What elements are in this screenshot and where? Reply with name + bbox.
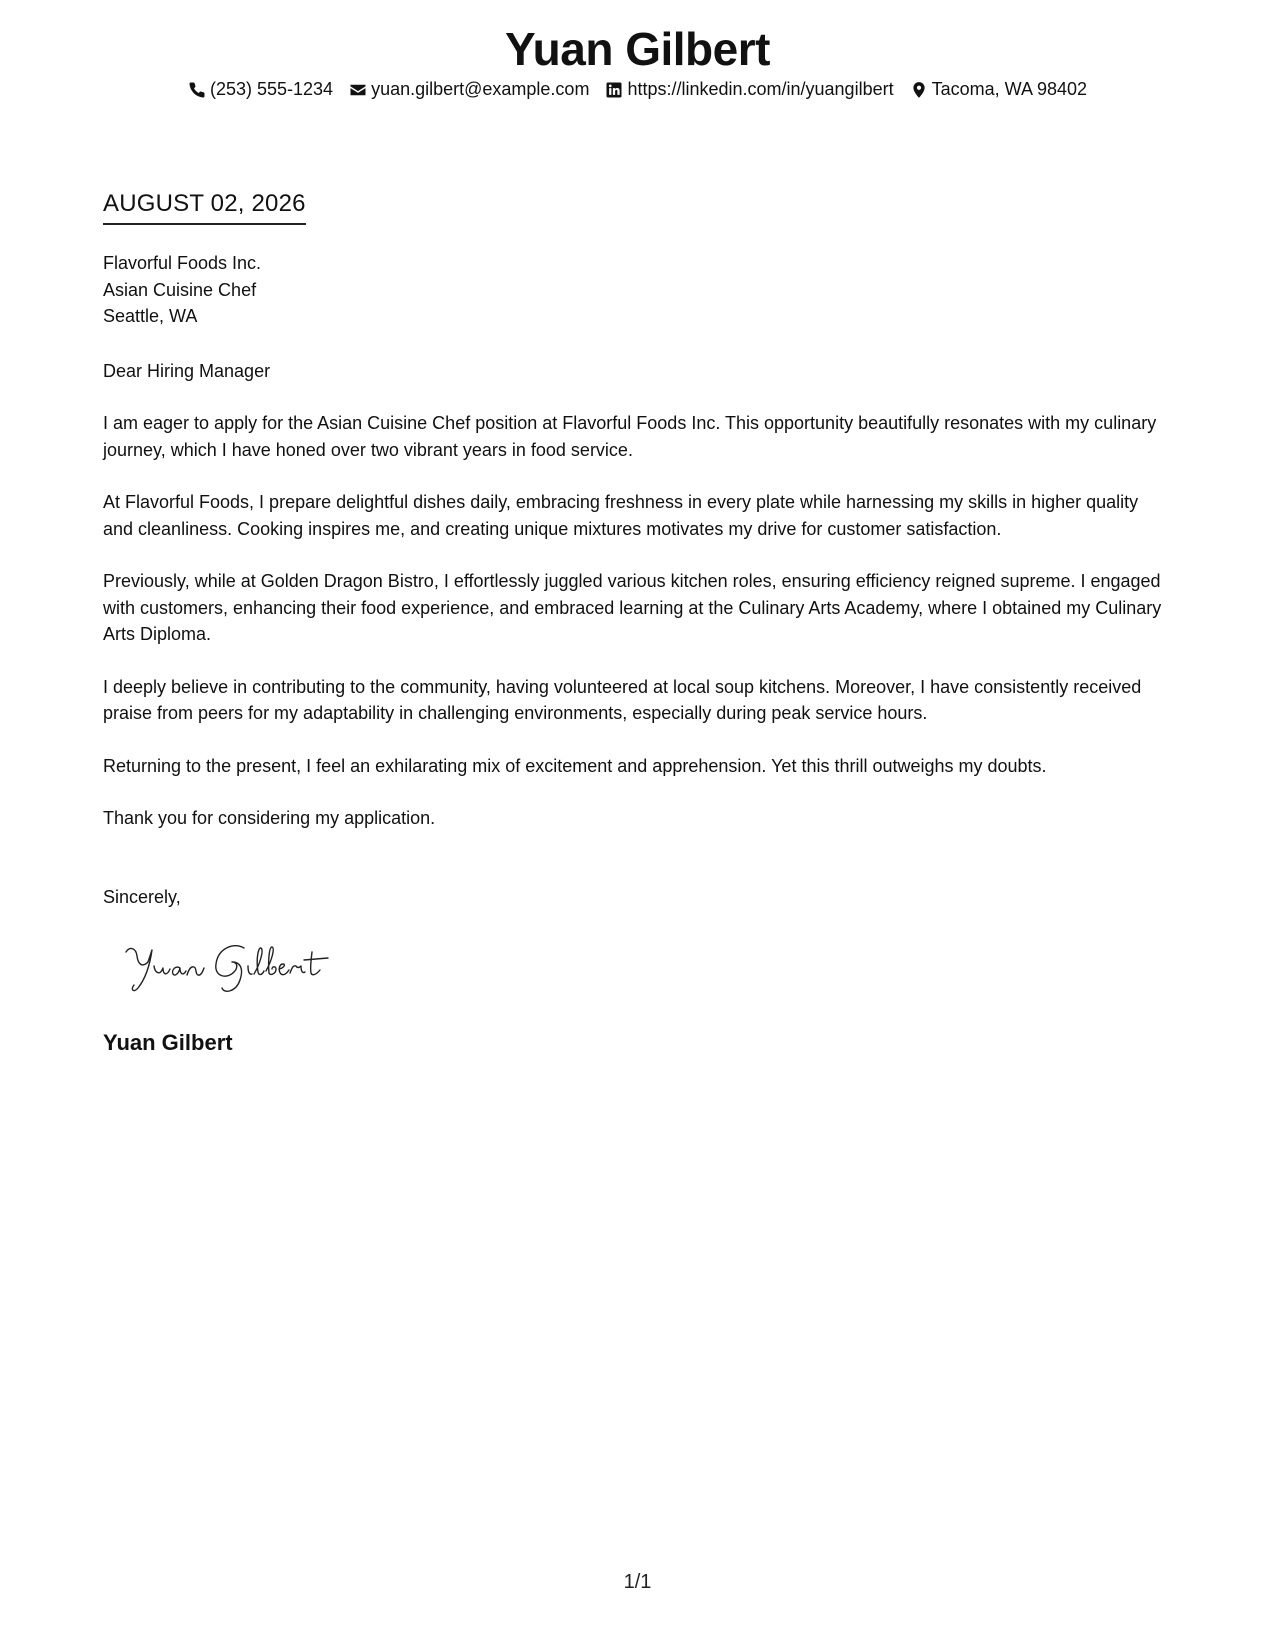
envelope-icon [349, 81, 367, 99]
letter-body [103, 410, 1163, 858]
linkedin-text[interactable]: https://linkedin.com/in/yuangilbert [627, 79, 894, 99]
linkedin-icon [605, 81, 623, 99]
page-number: 1/1 [623, 1571, 652, 1593]
contact-location [910, 79, 1087, 100]
location-text: Tacoma, WA 98402 [931, 79, 1088, 99]
paragraph: I am eager to apply for the Asian Cuisine Chef position at Flavorful Foods Inc. This opportunity beautifully resonates with my culinary journey, which I have honed over two vibrant years in food service. [103, 413, 1157, 460]
email-text[interactable]: yuan.gilbert@example.com [371, 79, 590, 99]
contact-info [0, 79, 1275, 100]
recipient-position: Asian Cuisine Chef [103, 279, 257, 300]
contact-email[interactable] [349, 79, 589, 100]
signer-name: Yuan Gilbert [103, 1030, 233, 1055]
map-pin-icon [910, 81, 928, 99]
paragraph: At Flavorful Foods, I prepare delightful dishes daily, embracing freshness in every plate while harnessing my skills in higher quality and cleanliness. Cooking inspires me, and creating unique mixtures motivates my drive for customer satisfaction. [103, 492, 1139, 539]
contact-phone [188, 79, 333, 100]
paragraph: Thank you for considering my application. [103, 808, 436, 828]
recipient-location: Seattle, WA [103, 306, 198, 326]
paragraph: Previously, while at Golden Dragon Bistro, I effortlessly juggled various kitchen roles, ensuring efficiency reigned supreme. I engaged with customers, enhancing their food experience, and embraced learning at the Culinary Arts Academy, where I obtained my Culinary Arts Diploma. [103, 571, 1162, 644]
recipient-company: Flavorful Foods Inc. [103, 253, 262, 273]
salutation: Dear Hiring Manager [103, 361, 271, 381]
applicant-name: Yuan Gilbert [505, 23, 770, 75]
handwritten-signature [122, 938, 342, 996]
paragraph: Returning to the present, I feel an exhilarating mix of excitement and apprehension. Yet this thrill outweighs my doubts. [103, 755, 1047, 776]
recipient-block [103, 250, 261, 330]
paragraph: I deeply believe in contributing to the community, having volunteered at local soup kitchens. Moreover, I have consistently received praise from peers for my adaptability in challenging environments, especially during peak service hours. [103, 676, 1142, 723]
closing: Sincerely, [103, 887, 181, 907]
phone-icon [188, 81, 206, 99]
contact-linkedin[interactable] [605, 79, 893, 100]
letter-date: AUGUST 02, 2026 [103, 190, 306, 225]
phone-text: (253) 555-1234 [209, 79, 334, 99]
